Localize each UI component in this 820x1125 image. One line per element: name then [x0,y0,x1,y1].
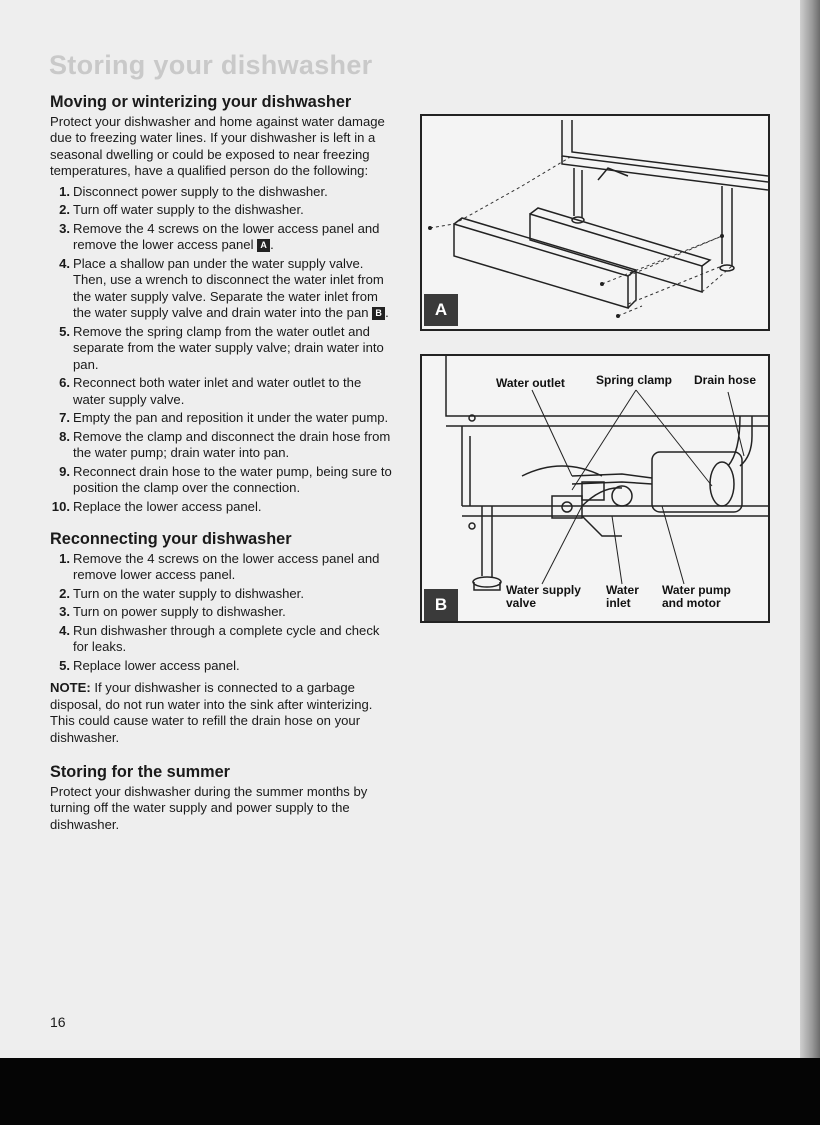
step-number: 5. [59,323,70,339]
label-water-inlet-line2: inlet [606,596,631,610]
step-text: Turn on the water supply to dishwasher. [73,585,304,601]
summer-text: Protect your dishwasher during the summer months by turning off the water supply and power supply to the dishwasher. [50,783,368,832]
list-item [50,410,395,427]
list-item [50,623,395,656]
list-item [50,429,395,462]
step-number: 2. [59,202,70,217]
list-item [50,499,395,516]
step-text: Reconnect both water inlet and water outlet to the water supply valve. [73,375,362,407]
reconnecting-steps [50,551,395,675]
note-label: NOTE: [50,680,91,695]
step-text: Replace the lower access panel. [73,498,262,514]
list-item [50,324,395,374]
step-number: 5. [59,657,70,673]
note-paragraph [50,680,395,746]
label-water-supply-valve [506,584,581,610]
step-number: 1. [59,183,70,199]
figure-a-label: A [424,294,458,326]
step-text: Remove the spring clamp from the water outlet and separate from the water supply valve; drain water into pan. [73,323,384,372]
figure-b-label: B [424,589,458,621]
label-water-outlet: Water outlet [496,376,565,390]
list-item [50,586,395,603]
list-item [50,551,395,584]
step-text: Run dishwasher through a complete cycle and check for leaks. [73,622,380,654]
page-edge-shadow [800,0,820,1058]
step-text: Turn on power supply to dishwasher. [73,604,286,619]
step-text: Empty the pan and reposition it under the water pump. [73,410,389,425]
step-number: 2. [59,585,70,601]
list-item [50,604,395,621]
figure-a-access-panel [420,114,770,331]
label-water-supply-valve-line2: valve [506,596,537,610]
list-item [50,184,395,201]
label-water-pump-line1: Water pump [662,583,731,597]
label-water-inlet-line1: Water [606,583,639,597]
note-text: If your dishwasher is connected to a garbage disposal, do not run water into the sink after winterizing. This could cause water to refill the drain hose on your dishwasher. [50,680,373,745]
step-number: 4. [59,622,70,638]
figure-b-water-connections [420,354,770,623]
step-text: Remove the 4 screws on the lower access panel and remove lower access panel. [73,550,380,582]
list-item [50,221,395,254]
moving-steps [50,184,395,516]
step-number: 7. [59,410,70,425]
label-water-supply-valve-line1: Water supply [506,583,581,597]
step-punctuation: . [270,237,274,252]
list-item [50,464,395,497]
label-drain-hose: Drain hose [694,373,757,387]
reconnecting-heading: Reconnecting your dishwasher [50,530,292,548]
step-number: 4. [59,255,70,271]
step-text: Turn off water supply to the dishwasher. [73,202,304,217]
step-text: Place a shallow pan under the water supply valve. Then, use a wrench to disconnect the water inlet from the water supply valve. Separate the water inlet from the water supply valve and drain water into the pan [73,255,384,320]
page-title: Storing your dishwasher [49,50,373,80]
moving-heading: Moving or winterizing your dishwasher [50,93,352,111]
step-number: 1. [59,550,70,566]
step-text: Replace lower access panel. [73,657,240,673]
step-text: Disconnect power supply to the dishwasher. [73,183,328,199]
list-item [50,256,395,322]
summer-heading: Storing for the summer [50,763,231,781]
step-text: Remove the 4 screws on the lower access panel and remove the lower access panel [73,220,380,252]
label-water-pump-line2: and motor [662,596,721,610]
step-number: 9. [59,463,70,479]
label-water-pump [662,584,731,610]
label-water-inlet [606,584,639,610]
step-number: 3. [59,220,70,236]
figure-reference-badge: B [372,307,385,320]
figure-b-illustration [422,356,768,621]
list-item [50,202,395,219]
moving-intro: Protect your dishwasher and home against water damage due to freezing water lines. If your dishwasher is left in a seasonal dwelling or could be exposed to near freezing temperatures, have a qualified person do the following: [50,113,385,178]
list-item [50,375,395,408]
scan-bottom-border [0,1058,820,1125]
step-punctuation: . [385,305,389,320]
figure-a-illustration [422,116,768,329]
step-text: Remove the clamp and disconnect the drain hose from the water pump; drain water into pan. [73,428,391,460]
page-number: 16 [50,1014,66,1030]
step-number: 3. [59,604,70,619]
text-column [50,94,395,837]
list-item [50,658,395,675]
figure-reference-badge: A [257,239,270,252]
label-spring-clamp: Spring clamp [596,373,673,387]
step-number: 8. [59,428,70,444]
step-number: 6. [59,375,70,390]
step-text: Reconnect drain hose to the water pump, being sure to position the clamp over the connection. [73,463,392,495]
step-number: 10. [51,498,70,514]
